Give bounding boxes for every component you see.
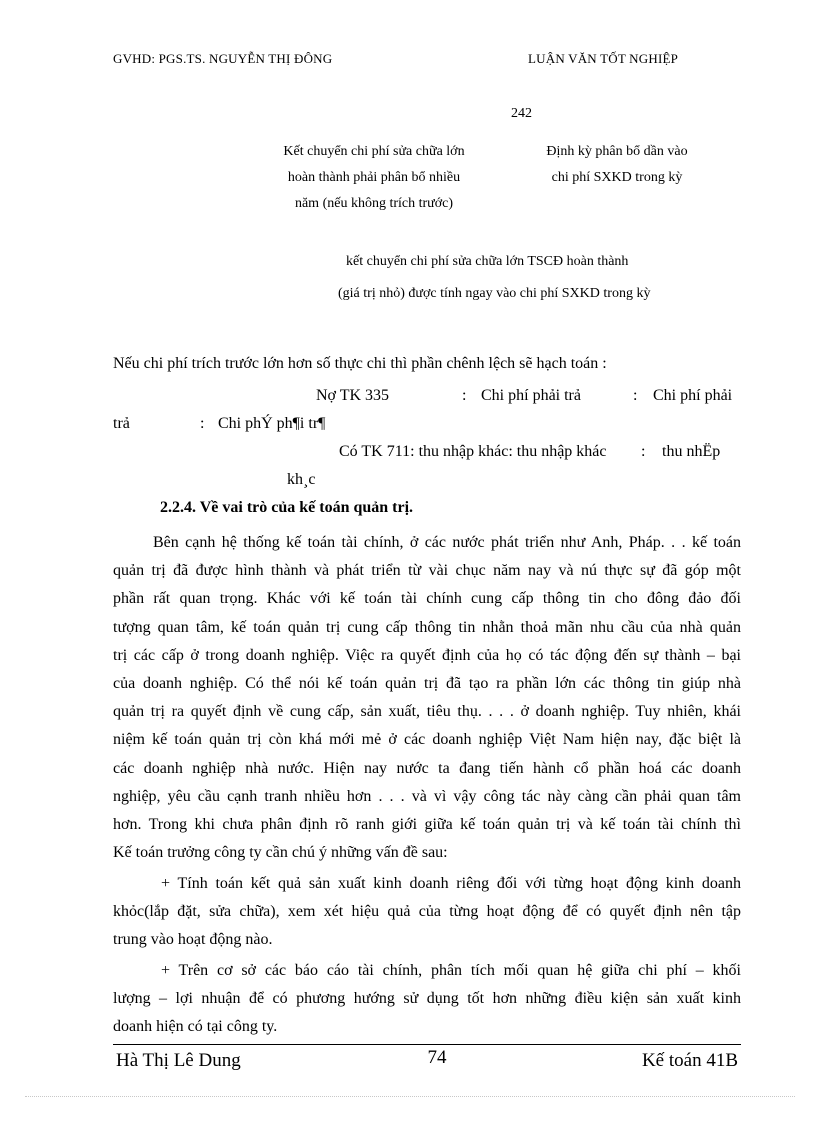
debit-text-1: Chi phí phải trả — [481, 387, 581, 404]
header-left: GVHD: PGS.TS. NGUYỄN THỊ ĐÔNG — [113, 51, 333, 66]
header-right: LUẬN VĂN TỐT NGHIỆP — [528, 51, 679, 66]
section-heading: 2.2.4. Về vai trò của kế toán quản trị. — [160, 499, 414, 516]
page-edge-divider — [25, 1096, 795, 1097]
paragraph-line: trung vào hoạt động nào. — [113, 931, 273, 949]
footer-class: Kế toán 41B — [641, 1050, 738, 1071]
paragraph-line: nghiệp, yêu cầu cạnh tranh nhiều hơn . . . và vì vậy công tác này càng cần phải quan tâm — [113, 787, 741, 805]
credit-continuation: kh¸c — [287, 471, 316, 488]
diagram-bottom-line-2: (giá trị nhỏ) được tính ngay vào chi phí SXKD trong kỳ — [338, 286, 651, 301]
paragraph-line: phần rất quan trọng. Khác với kế toán tài chính cung cấp thông tin cho đông đảo đối — [113, 590, 741, 608]
paragraph-line: doanh hiện có tại công ty. — [113, 1018, 278, 1036]
footer-rule — [113, 1044, 741, 1045]
footer-author: Hà Thị Lê Dung — [116, 1050, 241, 1071]
paragraph-line: + Trên cơ sở các báo cáo tài chính, phân tích mối quan hệ giữa chi phí – khối — [161, 962, 741, 979]
debit-colon-3: : — [200, 415, 205, 432]
debit-colon-2: : — [633, 387, 638, 404]
paragraph-line: quản trị đã được hình thành và phát triển từ vài chục năm nay và nú thực sự đã góp một — [113, 562, 741, 580]
debit-account: Nợ TK 335 — [316, 387, 390, 404]
diagram-right-line-1: Định kỳ phân bổ dần vào — [546, 144, 688, 159]
paragraph-line: hơn. Trong khi chưa phân định rõ ranh giới giữa kế toán quản trị và kế toán tài chính thì — [113, 815, 741, 833]
account-242-label: 242 — [511, 106, 532, 121]
paragraph-line: của doanh nghiệp. Có thể nói kế toán quản trị đã tạo ra phần lớn các thông tin giúp nhà — [113, 674, 741, 692]
paragraph-line: các doanh nghiệp nhà nước. Hiện nay nước ta đang tiến hành cổ phần hoá các doanh — [113, 759, 741, 777]
paragraph-2 — [113, 870, 741, 955]
paragraph-1 — [113, 529, 741, 867]
paragraph-line: quản trị ra quyết định về cung cấp, sản xuất, tiêu thụ. . . . ở doanh nghiệp. Tuy nhiên, khái — [113, 703, 741, 721]
intro-line: Nếu chi phí trích trước lớn hơn số thực chi thì phần chênh lệch sẽ hạch toán : — [113, 355, 607, 372]
debit-text-3: Chi phÝ ph¶i tr¶ — [218, 415, 326, 432]
paragraph-line: lượng – lợi nhuận để có phương hướng sử dụng tốt hơn những điều kiện sản xuất kinh — [113, 990, 741, 1008]
credit-text: Có TK 711: thu nhập khác: thu nhập khác — [339, 443, 607, 460]
diagram-left-line-3: năm (nếu không trích trước) — [294, 196, 454, 211]
debit-colon-1: : — [462, 387, 467, 404]
debit-text-2: Chi phí phải — [653, 387, 733, 404]
paragraph-line: + Tính toán kết quả sản xuất kinh doanh riêng đối với từng hoạt động kinh doanh — [161, 875, 741, 892]
paragraph-line: tượng quan tâm, kế toán quản trị cung cấp thông tin nhằn thoả mãn nhu cầu của nhà quản — [113, 618, 741, 636]
paragraph-line: Bên cạnh hệ thống kế toán tài chính, ở các nước phát triển như Anh, Pháp. . . kế toán — [153, 534, 741, 551]
paragraph-line: niệm kế toán quản trị còn khá mới mẻ ở các doanh nghiệp Việt Nam hiện nay, đặc biệt là — [113, 731, 741, 749]
paragraph-line: trị các cấp ở trong doanh nghiệp. Việc ra quyết định của họ có tác động đến sự thành – bại — [113, 646, 741, 664]
diagram-left-line-2: hoàn thành phải phân bổ nhiều — [287, 170, 461, 185]
diagram-bottom-line-1: kết chuyển chi phí sửa chữa lớn TSCĐ hoàn thành — [346, 254, 629, 269]
paragraph-3 — [113, 957, 741, 1042]
credit-colon: : — [641, 443, 646, 460]
diagram-right-line-2: chi phí SXKD trong kỳ — [551, 170, 683, 185]
debit-continuation: trả — [113, 415, 130, 432]
credit-tail: thu nhËp — [662, 443, 721, 460]
paragraph-line: khỏc(lắp đặt, sửa chữa), xem xét hiệu quả của từng hoạt động để có quyết định nên tập — [113, 903, 741, 921]
footer-page-number: 74 — [427, 1047, 447, 1068]
paragraph-line: Kế toán trưởng công ty cần chú ý những vấn đề sau: — [113, 844, 448, 862]
diagram-left-line-1: Kết chuyển chi phí sửa chữa lớn — [283, 144, 465, 159]
